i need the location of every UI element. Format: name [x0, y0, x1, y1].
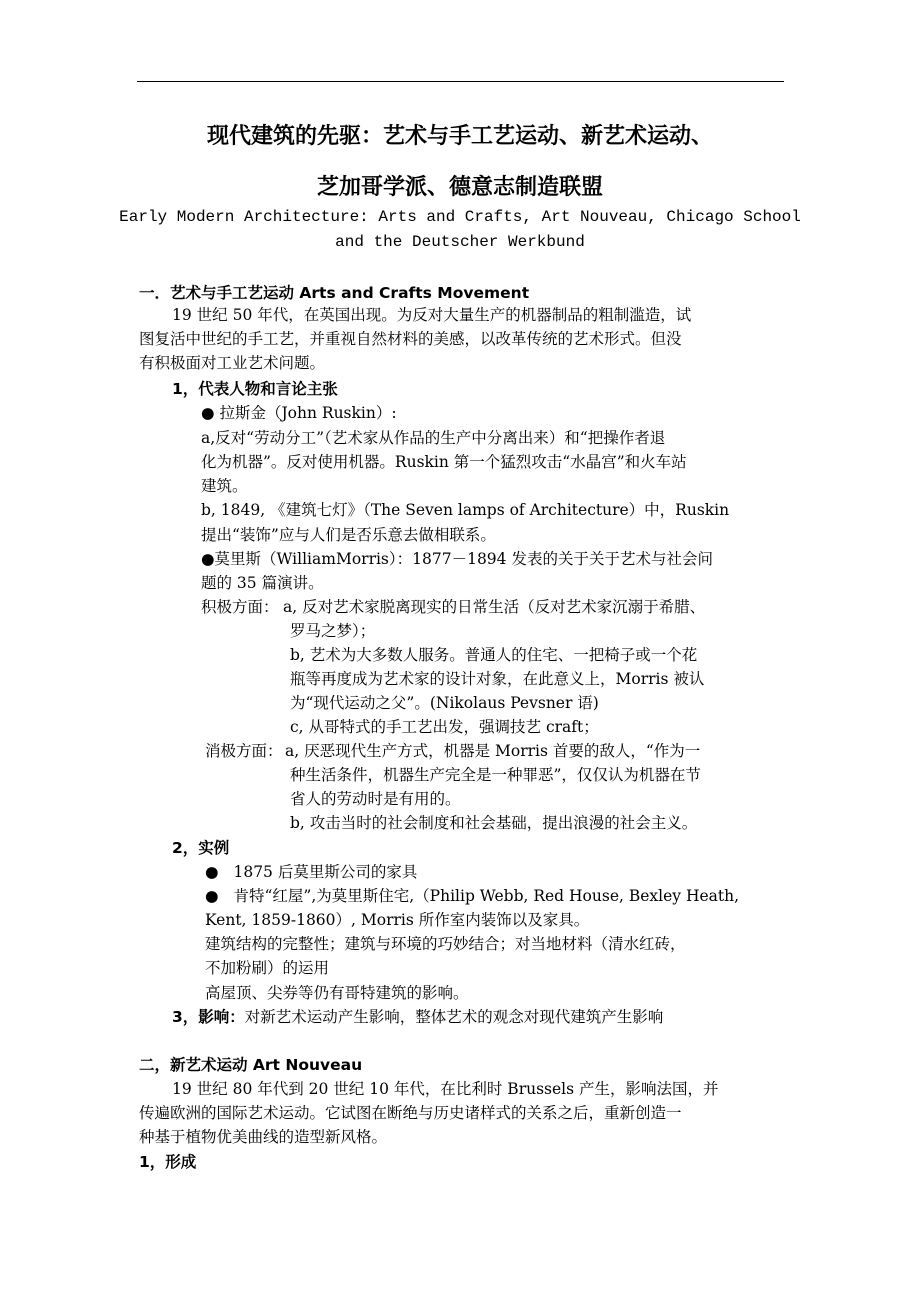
paragraph-line: 建筑结构的完整性；建筑与环境的巧妙结合；对当地材料（清水红砖，	[205, 935, 686, 953]
bullet-icon: ●	[205, 887, 219, 905]
example-text: 1875 后莫里斯公司的家具	[233, 863, 418, 881]
paragraph-line: 高屋顶、尖券等仍有哥特建筑的影响。	[205, 984, 469, 1002]
paragraph-line: b, 艺术为大多数人服务。普通人的住宅、一把椅子或一个花	[290, 646, 698, 664]
paragraph-line: 种基于植物优美曲线的造型新风格。	[139, 1128, 388, 1146]
list-item-morris: ●莫里斯（WilliamMorris）：1877－1894 发表的关于关于艺术与社会问	[201, 550, 713, 568]
page-title-line2: 芝加哥学派、德意志制造联盟	[316, 175, 603, 200]
paragraph-line: c, 从哥特式的手工艺出发，强调技艺 craft；	[290, 718, 599, 736]
list-item-example	[205, 885, 739, 907]
paragraph-line: a,反对“劳动分工”（艺术家从作品的生产中分离出来）和“把操作者退	[201, 429, 666, 447]
paragraph-line: Kent, 1859-1860）, Morris 所作室内装饰以及家具。	[205, 911, 590, 929]
paragraph-line: 19 世纪 80 年代到 20 世纪 10 年代，在比利时 Brussels 产生，影响法国，并	[172, 1080, 719, 1098]
paragraph-line: 传遍欧洲的国际艺术运动。它试图在断绝与历史诸样式的关系之后，重新创造一	[139, 1104, 682, 1122]
paragraph-line: b, 1849, 《建筑七灯》（The Seven lamps of Architecture）中，Ruskin	[201, 501, 730, 519]
bullet-icon: ●	[205, 863, 219, 881]
subheading-representatives: 1，代表人物和言论主张	[172, 380, 338, 398]
paragraph-line: 省人的劳动时是有用的。	[290, 790, 461, 808]
paragraph-line: 化为机器”。反对使用机器。Ruskin 第一个猛烈攻击“水晶宫”和火车站	[201, 453, 687, 471]
english-subtitle-line1: Early Modern Architecture: Arts and Crafts, Art Nouveau, Chicago School	[119, 208, 801, 226]
paragraph-line: 罗马之梦）；	[290, 622, 376, 640]
paragraph-line: 图复活中世纪的手工艺，并重视自然材料的美感，以改革传统的艺术形式。但没	[139, 330, 682, 348]
paragraph-line: 种生活条件，机器生产完全是一种罪恶”，仅仅认为机器在节	[290, 766, 701, 784]
paragraph-line: b, 攻击当时的社会制度和社会基础，提出浪漫的社会主义。	[290, 814, 698, 832]
example-text: 肯特“红屋”,为莫里斯住宅,（Philip Webb, Red House, Bexley Heath,	[233, 887, 740, 905]
paragraph-line: 建筑。	[201, 477, 248, 495]
positive-label: 积极方面：	[201, 598, 279, 616]
subheading-formation: 1，形成	[139, 1153, 197, 1171]
english-subtitle-line2: and the Deutscher Werkbund	[335, 233, 585, 251]
paragraph-line: 题的 35 篇演讲。	[201, 574, 324, 592]
list-item-ruskin	[201, 402, 397, 424]
section-heading-art-nouveau: 二，新艺术运动 Art Nouveau	[139, 1056, 363, 1074]
influence-line	[172, 1006, 663, 1028]
page-title-line1: 现代建筑的先驱：艺术与手工艺运动、新艺术运动、	[206, 124, 713, 149]
subheading-influence: 3，影响：	[172, 1008, 245, 1026]
negative-label: 消极方面：	[205, 742, 283, 760]
ruskin-name: 拉斯金（John Ruskin）:	[219, 404, 397, 422]
subheading-examples: 2，实例	[172, 839, 230, 857]
bullet-icon: ●	[201, 404, 215, 422]
header-rule	[137, 81, 784, 82]
section-heading-arts-crafts: 一．艺术与手工艺运动 Arts and Crafts Movement	[139, 284, 530, 302]
paragraph-line: 为“现代运动之父”。(Nikolaus Pevsner 语)	[290, 694, 599, 712]
paragraph-line: a, 厌恶现代生产方式，机器是 Morris 首要的敌人，“作为一	[285, 742, 701, 760]
paragraph-line: 瓶等再度成为艺术家的设计对象，在此意义上，Morris 被认	[290, 670, 705, 688]
paragraph-line: 不加粉刷）的运用	[205, 959, 330, 977]
influence-text: 对新艺术运动产生影响，整体艺术的观念对现代建筑产生影响	[244, 1008, 664, 1026]
paragraph-line: a, 反对艺术家脱离现实的日常生活（反对艺术家沉溺于希腊、	[283, 598, 706, 616]
paragraph-line: 19 世纪 50 年代，在英国出现。为反对大量生产的机器制品的粗制滥造，试	[172, 306, 692, 324]
paragraph-line: 有积极面对工业艺术问题。	[139, 354, 326, 372]
paragraph-line: 提出“装饰”应与人们是否乐意去做相联系。	[201, 526, 496, 544]
list-item-example	[205, 861, 417, 883]
